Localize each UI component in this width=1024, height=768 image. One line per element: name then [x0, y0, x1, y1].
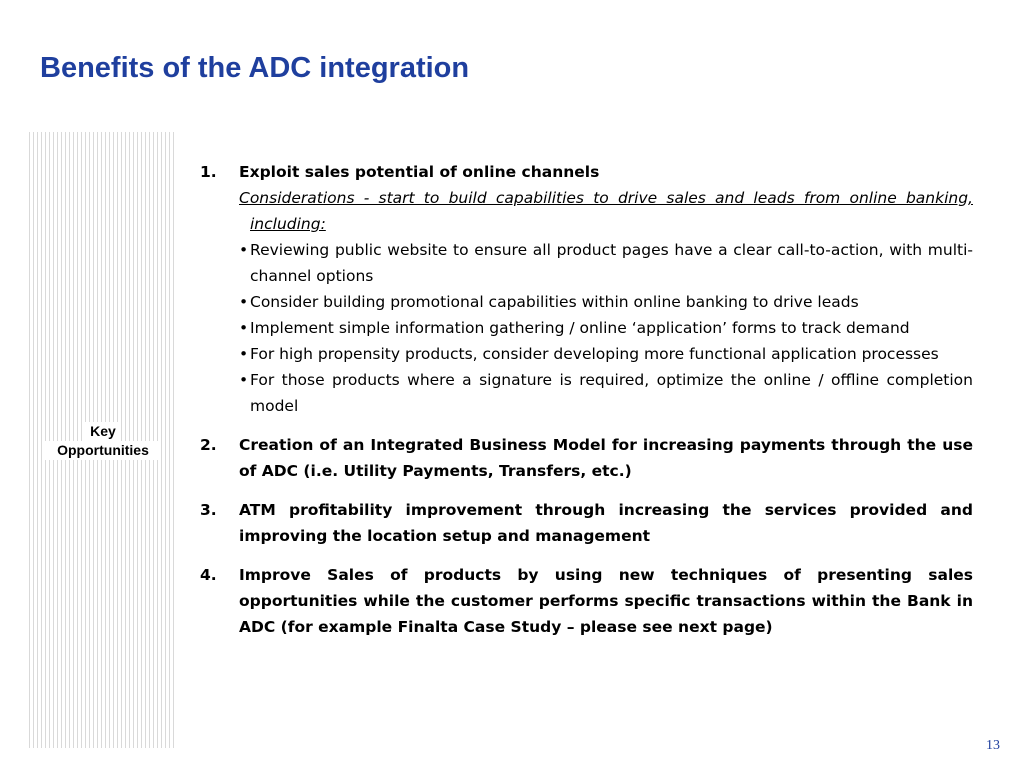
list-item-2 [200, 432, 973, 484]
considerations-text: Considerations - start to build capabilities to drive sales and leads from online banking, including: [239, 189, 973, 233]
bullet-item: • Consider building promotional capabilities within online banking to drive leads [239, 289, 973, 315]
slide-title: Benefits of the ADC integration [40, 52, 470, 84]
side-panel [29, 132, 177, 748]
list-item-4 [200, 562, 973, 640]
item-title: Creation of an Integrated Business Model for increasing payments through the use of ADC (i.e. Utility Payments, Transfers, etc.) [239, 436, 973, 480]
side-label-line-2: Opportunities [45, 441, 161, 460]
side-panel-label [29, 422, 177, 460]
bullet-item: • For those products where a signature is required, optimize the online / offline completion model [239, 367, 973, 419]
bullet-list [239, 237, 973, 419]
item-number: 1. [200, 163, 217, 181]
item-title: ATM profitability improvement through increasing the services provided and improving the location setup and management [239, 501, 973, 545]
side-label-line-1: Key [85, 422, 121, 441]
bullet-item: • Reviewing public website to ensure all product pages have a clear call-to-action, with multi-channel options [239, 237, 973, 289]
page-number: 13 [986, 738, 1000, 753]
list-item-1 [200, 159, 973, 419]
item-number: 2. [200, 436, 217, 454]
item-title: Exploit sales potential of online channels [239, 163, 600, 181]
item-title: Improve Sales of products by using new techniques of presenting sales opportunities while the customer performs specific transactions within the Bank in ADC (for example Finalta Case Study – please see next page) [239, 566, 973, 636]
bullet-item: • Implement simple information gathering / online ‘application’ forms to track demand [239, 315, 973, 341]
list-item-3 [200, 497, 973, 549]
item-number: 4. [200, 566, 217, 584]
item-number: 3. [200, 501, 217, 519]
bullet-item: • For high propensity products, consider developing more functional application processes [239, 341, 973, 367]
content-area [200, 159, 973, 640]
